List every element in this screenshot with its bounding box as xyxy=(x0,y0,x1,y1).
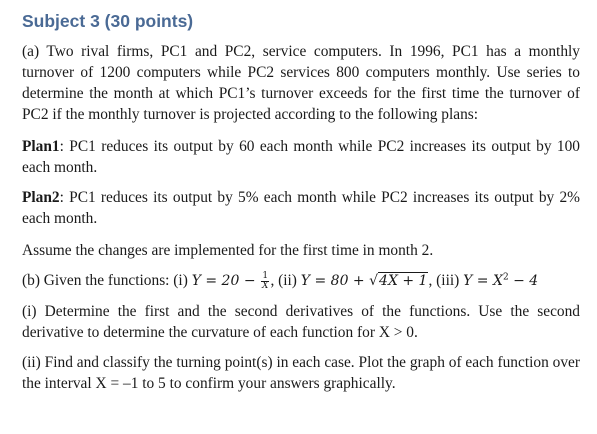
function-3-rhs: − 4 xyxy=(508,273,539,289)
fraction-denominator: X xyxy=(262,280,269,291)
part-b-separator-1: , (ii) xyxy=(270,272,301,289)
function-1-lhs: Y = 20 − xyxy=(191,273,261,289)
part-b-separator-2: , (iii) xyxy=(428,272,464,289)
plan1-text: : PC1 reduces its output by 60 each month while PC2 increases its output by 100 each month. xyxy=(22,138,580,176)
function-2-lhs: Y = 80 + xyxy=(300,273,370,289)
subject-heading: Subject 3 (30 points) xyxy=(22,11,194,31)
radicand: 4X + 1 xyxy=(379,273,428,289)
plan2-label: Plan2 xyxy=(22,189,60,206)
part-a-paragraph: (a) Two rival firms, PC1 and PC2, service computers. In 1996, PC1 has a monthly turnover of 1200 computers while PC2 services 800 computers monthly. Use series to determine the month at which PC1’s turnover exceeds for the first time the turnover of PC2 if the monthly turnover is projected according to the following plans: xyxy=(22,43,580,123)
part-b-paragraph xyxy=(22,270,580,292)
radical-sign: √ xyxy=(369,273,379,289)
part-ii-paragraph: (ii) Find and classify the turning point(s) in each case. Plot the graph of each function over the interval X = –1 to 5 to confirm your answers graphically. xyxy=(22,354,580,392)
plan1-label: Plan1 xyxy=(22,138,60,155)
function-1-fraction xyxy=(261,272,269,291)
fraction-numerator: 1 xyxy=(262,270,269,281)
plan1-paragraph xyxy=(22,136,580,178)
plan2-text: : PC1 reduces its output by 5% each month while PC2 increases its output by 2% each month. xyxy=(22,189,580,227)
plan2-paragraph xyxy=(22,187,580,229)
assumption-paragraph: Assume the changes are implemented for the first time in month 2. xyxy=(22,242,434,259)
function-1 xyxy=(191,270,271,291)
part-b-intro: (b) Given the functions: (i) xyxy=(22,272,192,289)
function-3-lhs: Y = X xyxy=(463,273,503,289)
part-i-paragraph: (i) Determine the first and the second derivatives of the functions. Use the second derivative to determine the curvature of each function for X > 0. xyxy=(22,303,580,341)
function-3 xyxy=(463,273,538,289)
function-3-exponent: 2 xyxy=(502,272,509,283)
function-2 xyxy=(301,272,429,289)
